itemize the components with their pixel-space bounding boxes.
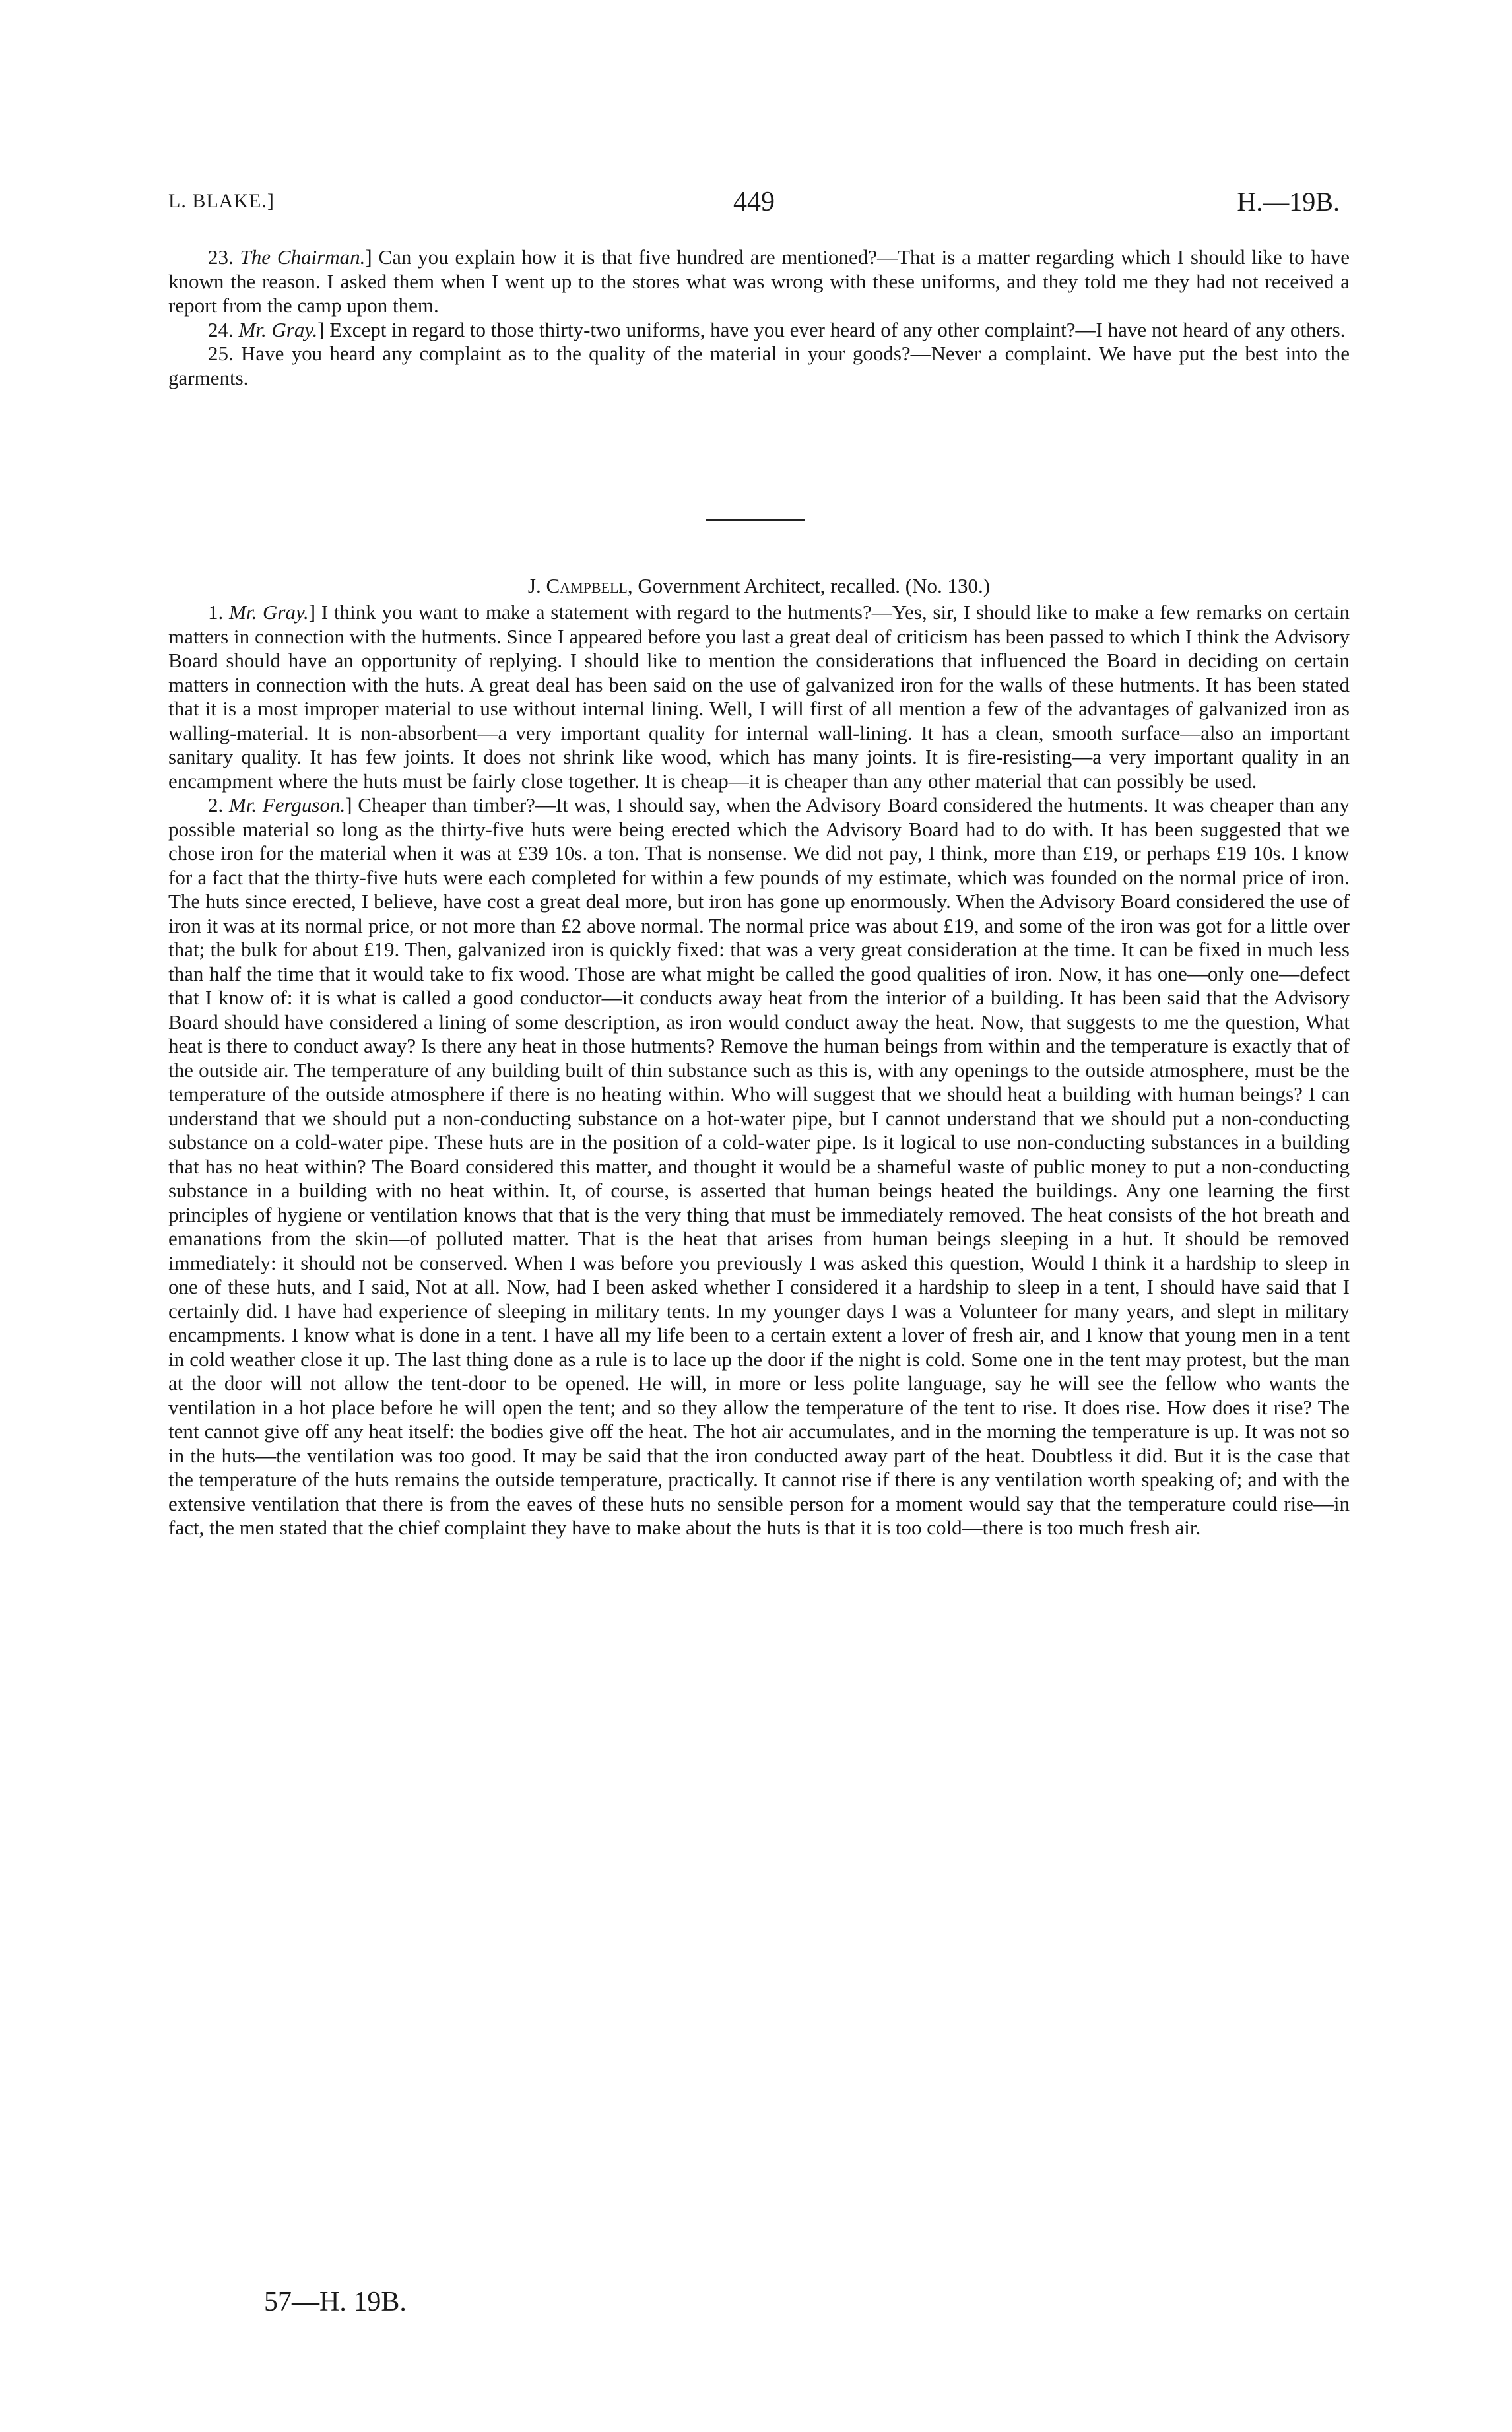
question-number: 24. <box>208 317 234 341</box>
paragraph-text: ] Can you explain how it is that five hundred are mentioned?—That is a matter regarding which I should like to have known the reason. I asked them when I went up to the stores what was wrong with these uniforms, and they told me they had not received a report from the camp upon them. <box>168 246 1350 317</box>
speaker-name: Mr. Ferguson. <box>228 793 346 816</box>
heading-surname: Campbell <box>546 574 628 597</box>
question-number: 2. <box>208 793 224 816</box>
speaker-name: Mr. Gray. <box>229 601 309 624</box>
question-paragraph <box>168 342 1350 390</box>
paragraph-text: ] I think you want to make a statement with regard to the hutments?—Yes, sir, I should like to make a few remarks on certain matters in connection with the hutments. Since I appeared before you last a great deal of criticism has been passed to which I think the Advisory Board should have an opportunity of replying. I should like to mention the considerations that influenced the Board in deciding on certain matters in connection with the huts. A great deal has been said on the use of galvanized iron for the walls of these hutments. It has been stated that it is a most improper material to use without internal lining. Well, I will first of all mention a few of the advantages of galvanized iron as walling-material. It is non-absorbent—a very important quality for internal wall-lining. It has a clean, smooth surface—also an important sanitary quality. It has few joints. It does not shrink like wood, which has many joints. It is fire-resisting—a very important quality in an encampment where the huts must be fairly close together. It is cheap—it is cheaper than any other material that can possibly be used. <box>168 601 1350 793</box>
speaker-name: Mr. Gray. <box>238 317 318 341</box>
page-number: 449 <box>733 187 775 217</box>
paragraph-text: Have you heard any complaint as to the quality of the material in your goods?—Never a complaint. We have put the best into the garments. <box>168 342 1350 389</box>
printer-signature: 57—H. 19B. <box>264 2287 407 2317</box>
testimony-blake <box>168 246 1350 390</box>
paragraph-text: ] Except in regard to those thirty-two uniforms, have you ever heard of any other complaint?—I have not heard of any others. <box>317 317 1346 341</box>
heading-details: , Government Architect, recalled. (No. 130.) <box>627 574 991 597</box>
testimony-campbell <box>168 601 1350 1540</box>
witness-heading <box>168 574 1350 598</box>
section-divider <box>706 519 805 521</box>
heading-initial: J. <box>527 574 546 597</box>
header-witness-name: L. BLAKE.] <box>168 190 275 212</box>
question-paragraph <box>168 601 1350 793</box>
document-code: H.—19B. <box>1237 187 1340 216</box>
page-header <box>168 186 1340 226</box>
question-paragraph <box>168 793 1350 1540</box>
question-number: 23. <box>208 246 234 269</box>
speaker-name: The Chairman. <box>240 246 366 269</box>
question-paragraph <box>168 318 1350 343</box>
question-number: 25. <box>208 342 234 365</box>
paragraph-text: ] Cheaper than timber?—It was, I should say, when the Advisory Board considered the hutments. It was cheaper than any possible material so long as the thirty-five huts were being erected which the Advisory Board had to do with. It has been suggested that we chose iron for the material when it was at £39 10s. a ton. That is nonsense. We did not pay, I think, more than £19, or perhaps £19 10s. I know for a fact that the thirty-five huts were each completed for within a few pounds of my estimate, which was founded on the normal price of iron. The huts since erected, I believe, have cost a great deal more, but iron has gone up enormously. When the Advisory Board considered the use of iron it was at its normal price, or not more than £2 above normal. The normal price was about £19, and some of the iron was got for a little over that; the bulk for about £19. Then, galvanized iron is quickly fixed: that was a very great consideration at the time. It can be fixed in much less than half the time that it would take to fix wood. Those are what might be called the good qualities of iron. Now, it has one—only one—defect that I know of: it is what is called a good conductor—it conducts away heat from the interior of a building. It has been said that the Advisory Board should have considered a lining of some description, as iron would conduct away the heat. Now, that suggests to me the question, What heat is there to conduct away? Is there any heat in those hutments? Remove the human beings from within and the temperature is exactly that of the outside air. The temperature of any building built of thin substance such as this is, with any openings to the outside atmosphere, must be the temperature of the outside atmosphere if there is no heating within. Who will suggest that we should heat a building with human beings? I can understand that we should put a non-conducting substance on a hot-water pipe, but I cannot understand that we should put a non-conducting substance on a cold-water pipe. These huts are in the position of a cold-water pipe. Is it logical to use non-conducting substances in a building that has no heat within? The Board considered this matter, and thought it would be a shameful waste of public money to put a non-conducting substance in a building with no heat within. It, of course, is asserted that human beings heated the buildings. Any one learning the first principles of hygiene or ventilation knows that that is the very thing that must be immediately removed. The heat consists of the hot breath and emanations from the skin—of polluted matter. That is the heat that arises from human beings sleeping in a hut. It should be removed immediately: it should not be conserved. When I was before you previously I was asked this question, Would I think it a hardship to sleep in one of these huts, and I said, Not at all. Now, had I been asked whether I considered it a hardship to sleep in a tent, I should have said that I certainly did. I have had experience of sleeping in military tents. In my younger days I was a Volunteer for many years, and slept in military encampments. I know what is done in a tent. I have all my life been to a certain extent a lover of fresh air, and I know that young men in a tent in cold weather close it up. The last thing done as a rule is to lace up the door if the night is cold. Some one in the tent may protest, but the man at the door will not allow the tent-door to be opened. He will, in more or less polite language, say he will see the fellow who wants the ventilation in a hot place before he will open the tent; and so they allow the temperature of the tent to rise. It does rise. How does it rise? The tent cannot give off any heat itself: the bodies give off the heat. The hot air accumulates, and in the morning the temperature is up. It was not so in the huts—the ventilation was too good. It may be said that the iron conducted away part of the heat. Doubtless it did. But it is the case that the temperature of the huts remains the outside temperature, practically. It cannot rise if there is any ventilation worth speaking of; and with the extensive ventilation that there is from the eaves of these huts no sensible person for a moment would say that the temperature could rise—in fact, the men stated that the chief complaint they have to make about the huts is that it is too cold—there is too much fresh air. <box>168 793 1350 1539</box>
question-number: 1. <box>208 601 224 624</box>
question-paragraph <box>168 246 1350 318</box>
